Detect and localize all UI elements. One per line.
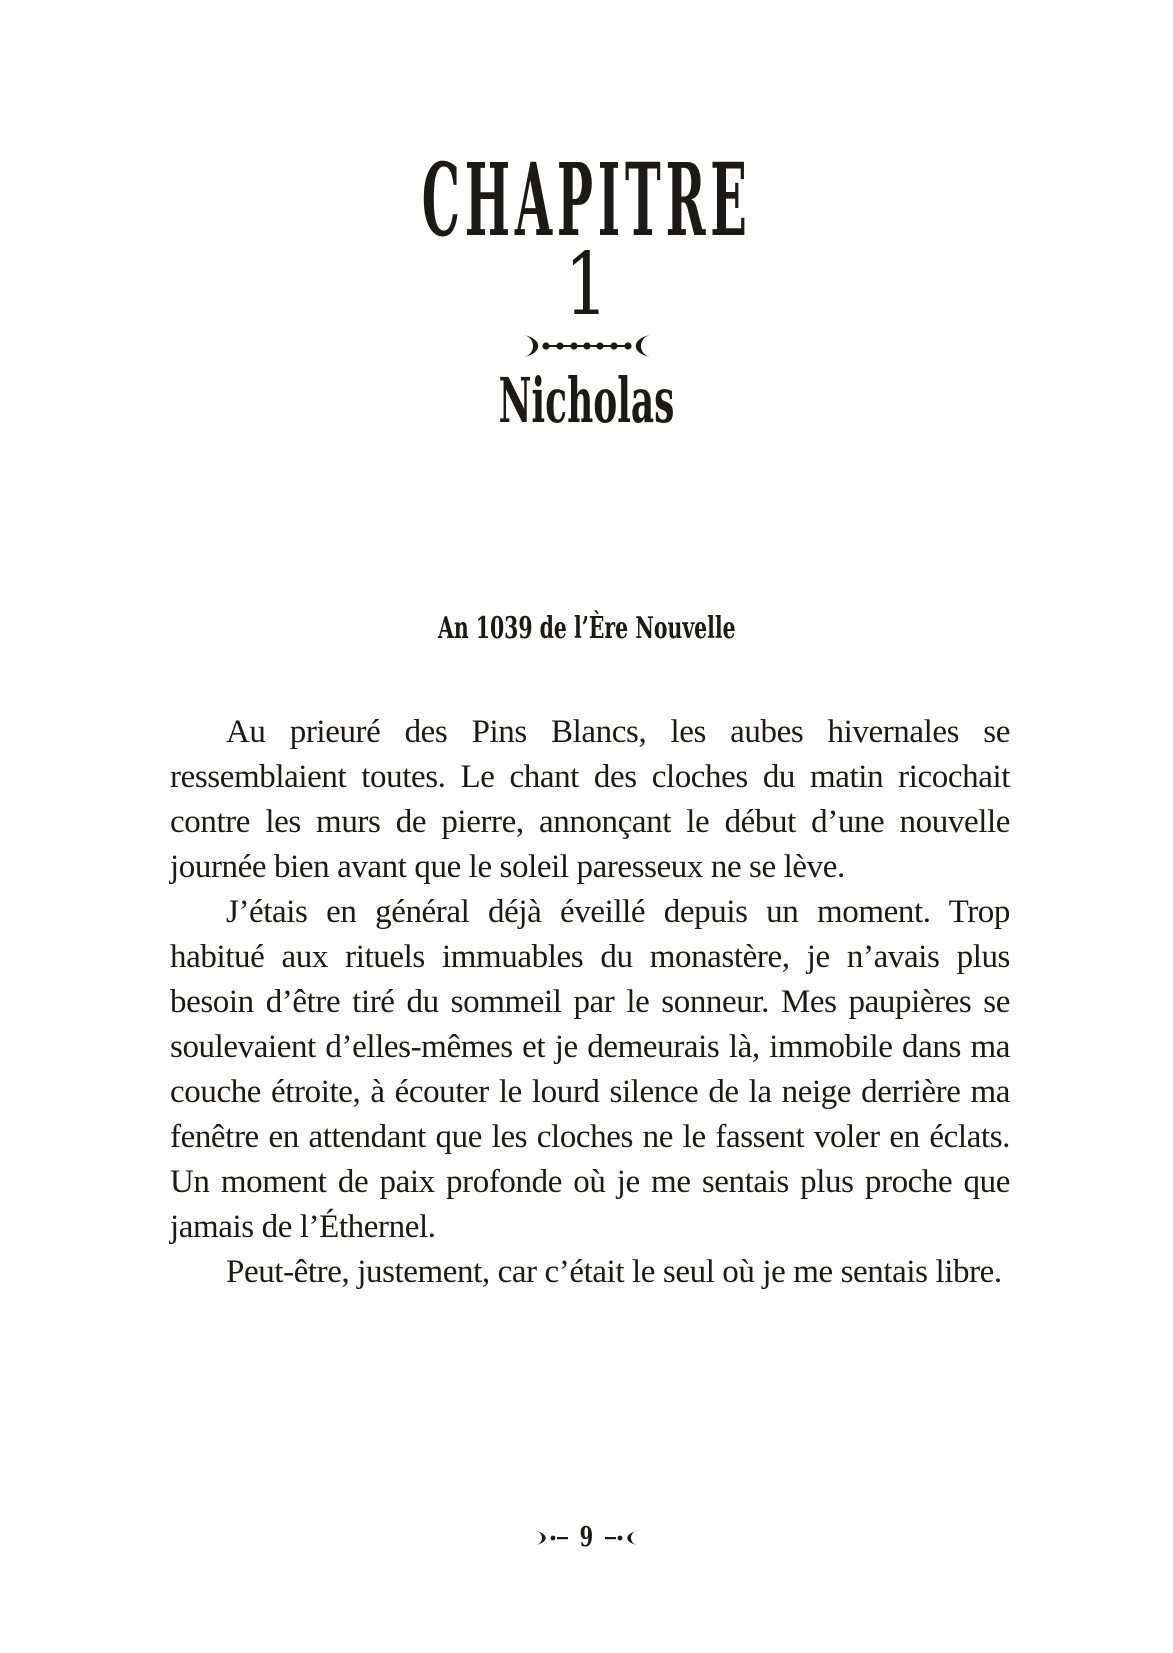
chapter-divider-row (0, 333, 1173, 359)
crescent-dash-dot-right-ornament-icon (603, 1530, 639, 1546)
page-footer (0, 1524, 1173, 1551)
body-text (170, 710, 1010, 1295)
epigraph-row (0, 611, 1173, 646)
paragraph: J’étais en général déjà éveillé depuis un moment. Trop habitué aux rituels immuables du monastère, je n’avais plus besoin d’être tiré du sommeil par le sonneur. Mes paupières se soulevaient d’elles-mêmes et je demeurais là, immobile dans ma couche étroite, à écouter le lourd silence de la neige derrière ma fenêtre en attendant que les cloches ne le fassent voler en éclats. Un moment de paix profonde où je me sentais plus proche que jamais de l’Éthernel. (170, 894, 1010, 1245)
paragraph: Au prieuré des Pins Blancs, les aubes hivernales se ressemblaient toutes. Le chant des cloches du matin ricochait contre les murs de pierre, annonçant le début d’une nouvelle journée bien avant que le soleil paresseux ne se lève. (170, 714, 1010, 885)
chapter-title: Nicholas (498, 364, 675, 437)
paragraph: Peut-être, justement, car c’était le seul où je me sentais libre. (226, 1254, 1002, 1290)
chapter-number: 1 (564, 235, 609, 335)
crescent-dash-dot-left-ornament-icon (534, 1530, 570, 1546)
chapter-title-row (0, 364, 1173, 437)
crescents-dotted-line-ornament-icon (521, 333, 653, 359)
chapter-label: CHAPITRE (421, 141, 752, 259)
epigraph-text: An 1039 de l’Ère Nouvelle (437, 611, 736, 646)
page-number: 9 (579, 1522, 594, 1553)
chapter-number-row (0, 235, 1173, 335)
